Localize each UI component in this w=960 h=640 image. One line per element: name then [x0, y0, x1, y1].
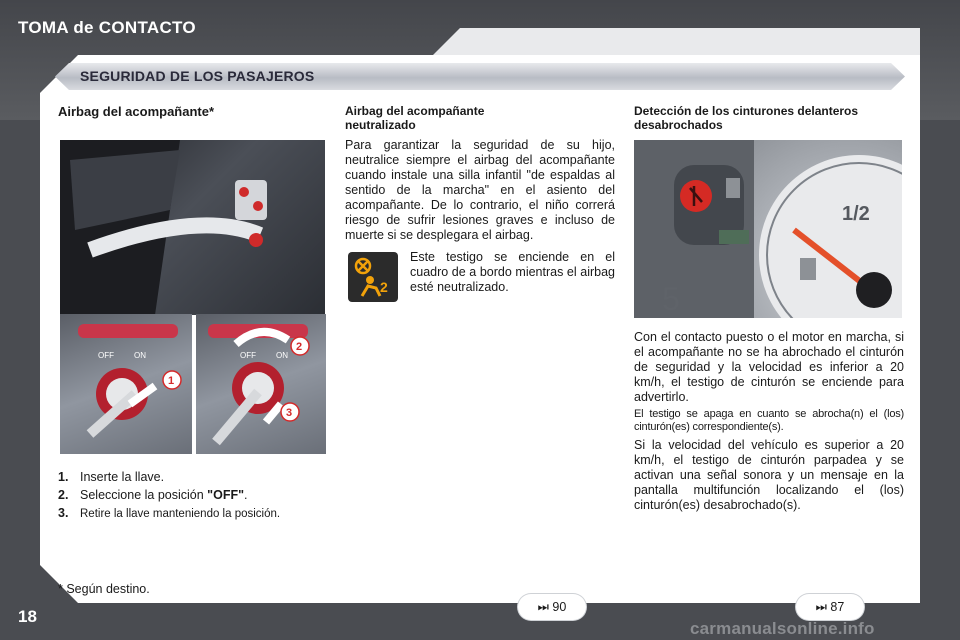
dashboard-passenger-side-photo	[60, 140, 325, 315]
col3-heading: Detección de los cinturones delanteros desabrochados	[634, 104, 859, 132]
page-number: 18	[18, 607, 37, 626]
callout-1: 1	[168, 375, 175, 387]
gauge-label-half: 1/2	[842, 203, 870, 225]
col3-paragraph-2: El testigo se apaga en cuanto se abrocha(n) el (los) cinturón(es) correspondiente(s).	[634, 408, 904, 433]
col1-heading: Airbag del acompañante*	[58, 104, 215, 119]
col2-heading: Airbag del acompañante neutralizado	[345, 104, 485, 132]
section-title: SEGURIDAD DE LOS PASAJEROS	[80, 68, 315, 84]
airbag-off-warning-icon	[348, 252, 398, 302]
gauge-label-five: 5	[662, 281, 680, 317]
svg-text:2: 2	[380, 279, 388, 295]
watermark: carmanualsonline.info	[690, 619, 875, 638]
instrument-cluster-photo	[634, 140, 902, 318]
list-item: 2. Seleccione la posición "OFF".	[58, 488, 248, 502]
list-item: 3. Retire la llave manteniendo la posición.	[58, 506, 281, 520]
callout-2: 2	[296, 341, 303, 353]
document-title: TOMA de CONTACTO	[18, 18, 196, 37]
page-reference-link-87[interactable]: ⏭ 87	[796, 594, 864, 620]
key-switch-photo-step2-3	[196, 314, 326, 454]
switch-off-label-2: OFF	[240, 351, 256, 360]
col2-paragraph-1: Para garantizar la seguridad de su hijo, neutralice siempre el airbag del acompañante cuando instale una silla infantil "de espaldas al sentido de la marcha" en el asiento del acompañante. De lo contrario, el niño correrá riesgo de sufrir lesiones graves e incluso de muerte si se desplegara el airbag.	[345, 138, 615, 242]
switch-on-label: ON	[134, 351, 146, 360]
list-item: 1. Inserte la llave.	[58, 470, 165, 484]
key-switch-photo-step1	[60, 314, 192, 454]
switch-on-label-2: ON	[276, 351, 288, 360]
col3-paragraph-3: Si la velocidad del vehículo es superior a 20 km/h, el testigo de cinturón parpadea y se activan una señal sonora y un mensaje en la pantalla multifunción localizando el (los) cinturón(es) desabrochado(s).	[634, 438, 904, 512]
switch-off-label: OFF	[98, 351, 114, 360]
page-reference-link-90[interactable]: ⏭ 90	[518, 594, 586, 620]
col3-paragraph-1: Con el contacto puesto o el motor en marcha, si el acompañante no se ha abrochado el cinturón de seguridad y la velocidad es inferior a 20 km/h, el testigo de cinturón se enciende para advertirlo.	[634, 330, 904, 404]
footnote: * Según destino.	[58, 582, 150, 596]
callout-3: 3	[286, 407, 293, 419]
col2-paragraph-2: Este testigo se enciende en el cuadro de a bordo mientras el airbag esté neutralizado.	[410, 250, 615, 294]
instruction-list	[58, 470, 280, 522]
